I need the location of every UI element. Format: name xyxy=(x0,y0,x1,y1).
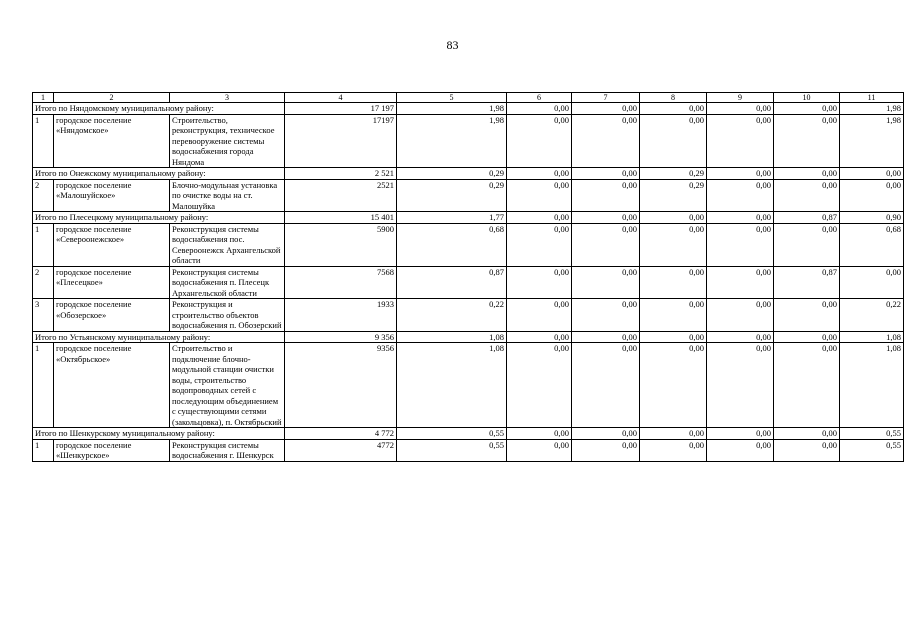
total-value-cell: 0,00 xyxy=(707,212,774,224)
value-cell: 0,00 xyxy=(572,439,640,461)
district-total-label: Итого по Устьянскому муниципальному району: xyxy=(33,331,285,343)
column-number: 10 xyxy=(774,93,840,103)
total-value-cell: 0,29 xyxy=(397,168,507,180)
value-cell: 0,00 xyxy=(640,223,707,266)
value-cell: 0,00 xyxy=(774,114,840,168)
value-cell: 0,00 xyxy=(507,343,572,428)
column-number: 4 xyxy=(285,93,397,103)
value-cell: 0,00 xyxy=(840,266,904,299)
total-value-cell: 0,00 xyxy=(640,103,707,115)
row-number-cell: 1 xyxy=(33,114,54,168)
value-cell: 0,55 xyxy=(397,439,507,461)
total-value-cell: 0,00 xyxy=(707,168,774,180)
total-value-cell: 15 401 xyxy=(285,212,397,224)
table-row xyxy=(33,299,904,332)
column-number-row xyxy=(33,93,904,103)
district-total-row xyxy=(33,428,904,440)
column-number: 7 xyxy=(572,93,640,103)
district-total-row xyxy=(33,103,904,115)
description-cell: Блочно-модульная установка по очистке воды на ст. Малошуйка xyxy=(170,179,285,212)
total-value-cell: 0,00 xyxy=(507,212,572,224)
value-cell: 0,55 xyxy=(840,439,904,461)
value-cell: 0,00 xyxy=(707,266,774,299)
value-cell: 2521 xyxy=(285,179,397,212)
total-value-cell: 1,77 xyxy=(397,212,507,224)
total-value-cell: 0,00 xyxy=(640,428,707,440)
value-cell: 0,00 xyxy=(507,439,572,461)
description-cell: Реконструкция системы водоснабжения п. Плесецк Архангельской области xyxy=(170,266,285,299)
value-cell: 0,00 xyxy=(707,114,774,168)
total-value-cell: 0,00 xyxy=(572,168,640,180)
value-cell: 0,00 xyxy=(774,439,840,461)
value-cell: 0,00 xyxy=(707,439,774,461)
value-cell: 0,00 xyxy=(840,179,904,212)
value-cell: 1,98 xyxy=(397,114,507,168)
value-cell: 0,00 xyxy=(572,179,640,212)
district-total-row xyxy=(33,212,904,224)
total-value-cell: 0,00 xyxy=(572,428,640,440)
description-cell: Реконструкция системы водоснабжения г. Шенкурск xyxy=(170,439,285,461)
value-cell: 0,00 xyxy=(640,343,707,428)
total-value-cell: 0,00 xyxy=(507,103,572,115)
total-value-cell: 0,00 xyxy=(840,168,904,180)
total-value-cell: 0,55 xyxy=(397,428,507,440)
district-total-label: Итого по Онежскому муниципальному району: xyxy=(33,168,285,180)
value-cell: 0,00 xyxy=(640,114,707,168)
table-row xyxy=(33,343,904,428)
value-cell: 0,00 xyxy=(572,299,640,332)
total-value-cell: 0,00 xyxy=(774,428,840,440)
value-cell: 0,29 xyxy=(397,179,507,212)
total-value-cell: 0,00 xyxy=(774,331,840,343)
total-value-cell: 0,00 xyxy=(640,212,707,224)
value-cell: 0,00 xyxy=(774,223,840,266)
description-cell: Строительство и подключение блочно-модульной станции очистки воды, строительство водопроводных сетей с последующим объединением с существующими сетями (закольцовка), п. Октябрьский xyxy=(170,343,285,428)
value-cell: 9356 xyxy=(285,343,397,428)
row-number-cell: 1 xyxy=(33,439,54,461)
total-value-cell: 0,00 xyxy=(707,428,774,440)
value-cell: 17197 xyxy=(285,114,397,168)
value-cell: 0,29 xyxy=(640,179,707,212)
value-cell: 1,08 xyxy=(840,343,904,428)
table-row xyxy=(33,114,904,168)
total-value-cell: 0,00 xyxy=(640,331,707,343)
value-cell: 0,00 xyxy=(572,343,640,428)
total-value-cell: 4 772 xyxy=(285,428,397,440)
settlement-cell: городское поселение «Октябрьское» xyxy=(54,343,170,428)
value-cell: 1,08 xyxy=(397,343,507,428)
description-cell: Реконструкция и строительство объектов водоснабжения п. Обозерский xyxy=(170,299,285,332)
table-row xyxy=(33,223,904,266)
total-value-cell: 2 521 xyxy=(285,168,397,180)
total-value-cell: 0,00 xyxy=(774,103,840,115)
value-cell: 0,22 xyxy=(397,299,507,332)
column-number: 8 xyxy=(640,93,707,103)
settlement-cell: городское поселение «Шенкурское» xyxy=(54,439,170,461)
total-value-cell: 0,00 xyxy=(572,103,640,115)
total-value-cell: 1,98 xyxy=(840,103,904,115)
value-cell: 0,00 xyxy=(572,114,640,168)
value-cell: 0,00 xyxy=(774,343,840,428)
row-number-cell: 1 xyxy=(33,343,54,428)
value-cell: 0,00 xyxy=(707,343,774,428)
column-number: 11 xyxy=(840,93,904,103)
total-value-cell: 0,00 xyxy=(774,168,840,180)
budget-table xyxy=(32,92,904,462)
description-cell: Реконструкция системы водоснабжения пос. Североонежск Архангельской области xyxy=(170,223,285,266)
row-number-cell: 3 xyxy=(33,299,54,332)
column-number: 3 xyxy=(170,93,285,103)
district-total-label: Итого по Плесецкому муниципальному району: xyxy=(33,212,285,224)
value-cell: 0,00 xyxy=(640,299,707,332)
total-value-cell: 1,08 xyxy=(397,331,507,343)
page-number: 83 xyxy=(446,38,459,52)
value-cell: 0,00 xyxy=(774,299,840,332)
table-body xyxy=(33,93,904,462)
total-value-cell: 0,00 xyxy=(707,103,774,115)
table-row xyxy=(33,266,904,299)
total-value-cell: 0,00 xyxy=(707,331,774,343)
column-number: 1 xyxy=(33,93,54,103)
value-cell: 0,00 xyxy=(507,179,572,212)
value-cell: 0,00 xyxy=(572,266,640,299)
row-number-cell: 2 xyxy=(33,179,54,212)
total-value-cell: 0,00 xyxy=(572,331,640,343)
district-total-label: Итого по Няндомскому муниципальному району: xyxy=(33,103,285,115)
settlement-cell: городское поселение «Малошуйское» xyxy=(54,179,170,212)
value-cell: 0,00 xyxy=(572,223,640,266)
description-cell: Строительство, реконструкция, техническое перевооружение системы водоснабжения города Няндома xyxy=(170,114,285,168)
total-value-cell: 0,00 xyxy=(507,331,572,343)
total-value-cell: 0,29 xyxy=(640,168,707,180)
total-value-cell: 0,90 xyxy=(840,212,904,224)
value-cell: 0,87 xyxy=(774,266,840,299)
total-value-cell: 0,55 xyxy=(840,428,904,440)
settlement-cell: городское поселение «Плесецкое» xyxy=(54,266,170,299)
value-cell: 1933 xyxy=(285,299,397,332)
district-total-row xyxy=(33,331,904,343)
value-cell: 0,00 xyxy=(507,299,572,332)
total-value-cell: 0,00 xyxy=(572,212,640,224)
value-cell: 0,87 xyxy=(397,266,507,299)
value-cell: 7568 xyxy=(285,266,397,299)
column-number: 5 xyxy=(397,93,507,103)
column-number: 9 xyxy=(707,93,774,103)
column-number: 6 xyxy=(507,93,572,103)
value-cell: 0,00 xyxy=(707,179,774,212)
total-value-cell: 0,87 xyxy=(774,212,840,224)
settlement-cell: городское поселение «Обозерское» xyxy=(54,299,170,332)
value-cell: 0,00 xyxy=(507,223,572,266)
value-cell: 1,98 xyxy=(840,114,904,168)
table-row xyxy=(33,439,904,461)
value-cell: 4772 xyxy=(285,439,397,461)
total-value-cell: 17 197 xyxy=(285,103,397,115)
value-cell: 0,00 xyxy=(707,299,774,332)
settlement-cell: городское поселение «Североонежское» xyxy=(54,223,170,266)
row-number-cell: 1 xyxy=(33,223,54,266)
total-value-cell: 1,98 xyxy=(397,103,507,115)
total-value-cell: 0,00 xyxy=(507,428,572,440)
total-value-cell: 9 356 xyxy=(285,331,397,343)
total-value-cell: 1,08 xyxy=(840,331,904,343)
district-total-row xyxy=(33,168,904,180)
value-cell: 0,00 xyxy=(640,439,707,461)
total-value-cell: 0,00 xyxy=(507,168,572,180)
column-number: 2 xyxy=(54,93,170,103)
district-total-label: Итого по Шенкурскому муниципальному району: xyxy=(33,428,285,440)
row-number-cell: 2 xyxy=(33,266,54,299)
value-cell: 0,00 xyxy=(507,266,572,299)
value-cell: 0,00 xyxy=(640,266,707,299)
table-row xyxy=(33,179,904,212)
value-cell: 0,68 xyxy=(840,223,904,266)
settlement-cell: городское поселение «Няндомское» xyxy=(54,114,170,168)
value-cell: 0,00 xyxy=(707,223,774,266)
value-cell: 0,22 xyxy=(840,299,904,332)
value-cell: 0,00 xyxy=(774,179,840,212)
value-cell: 0,00 xyxy=(507,114,572,168)
value-cell: 5900 xyxy=(285,223,397,266)
value-cell: 0,68 xyxy=(397,223,507,266)
